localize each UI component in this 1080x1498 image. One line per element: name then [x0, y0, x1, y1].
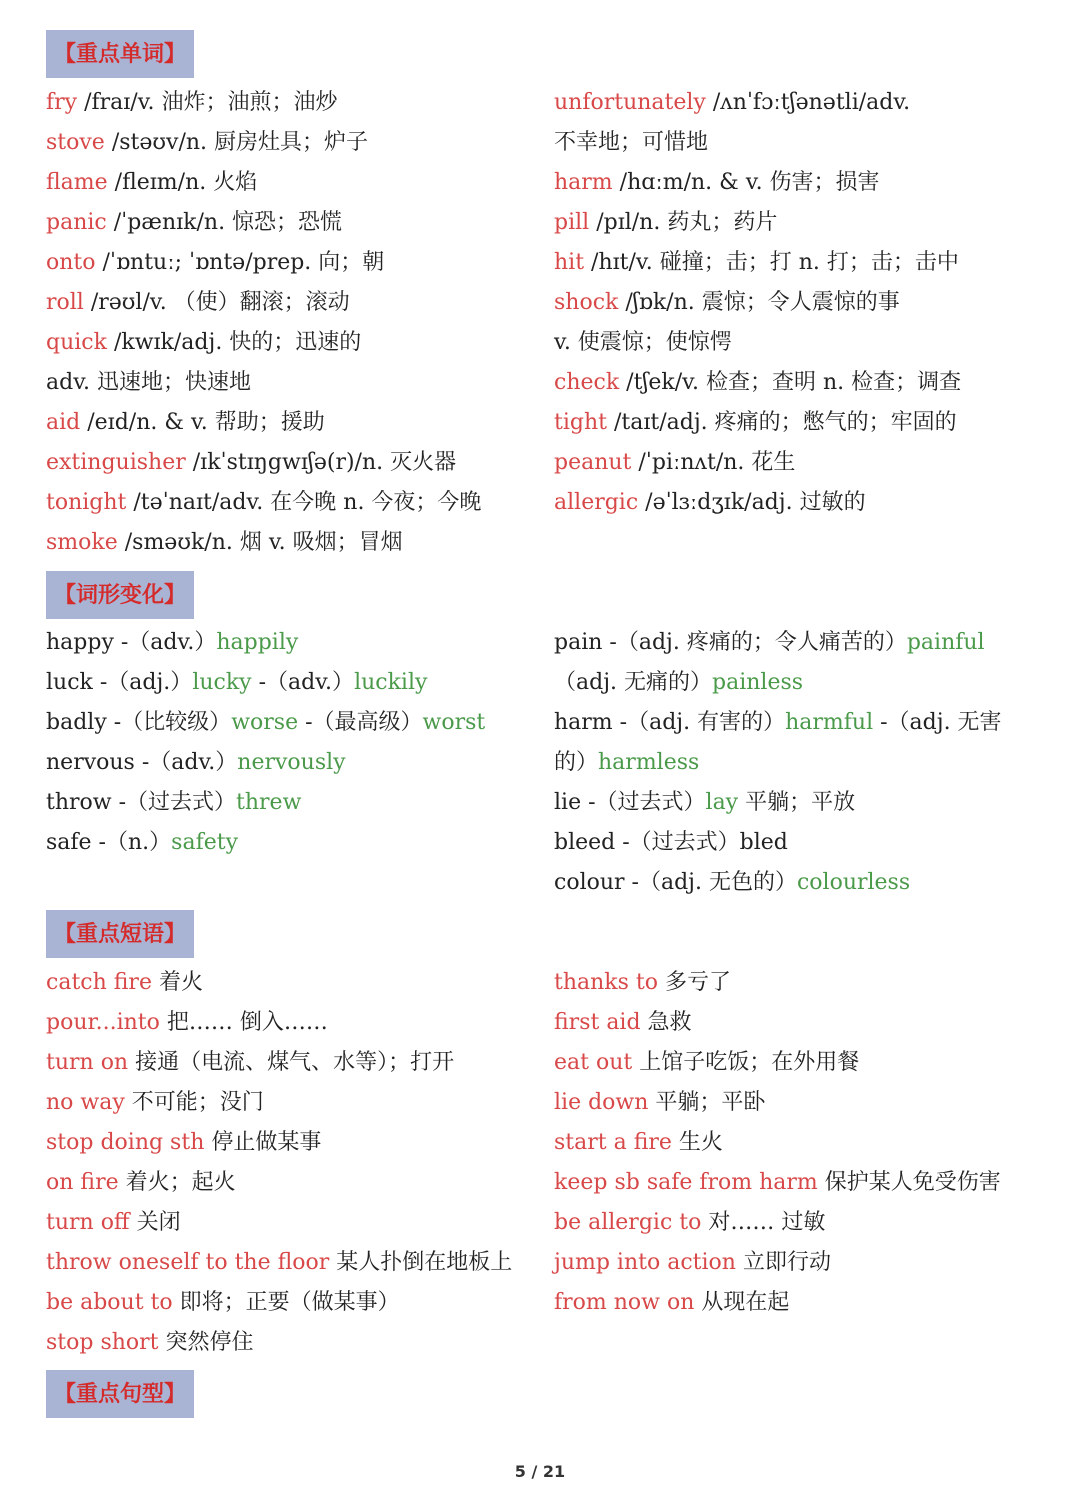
term: smoke: [46, 530, 118, 555]
definition: 从现在起: [694, 1290, 790, 1315]
term: flame: [46, 170, 108, 195]
form-label: happy -（adv.）: [46, 630, 217, 655]
definition: /fraɪ/v. 油炸；油煎；油炒: [77, 90, 338, 115]
form-label: safe -（n.）: [46, 830, 172, 855]
definition: /rəʊl/v. （使）翻滚；滚动: [83, 290, 350, 315]
definition: adv. 迅速地；快速地: [46, 370, 252, 395]
phrase-entry: [46, 1003, 546, 1043]
term: stove: [46, 130, 105, 155]
word-entry: [554, 283, 1054, 323]
term: be about to: [46, 1290, 173, 1315]
definition: 保护某人免受伤害: [817, 1170, 1001, 1195]
form-label: bleed -（过去式）bled: [554, 830, 788, 855]
section-heading-phrases: 【重点短语】: [46, 910, 194, 958]
words-right-column: [554, 83, 1054, 523]
definition: 接通（电流、煤气、水等）；打开: [128, 1050, 455, 1075]
definition: /ɪkˈstɪŋgwɪʃə(r)/n. 灭火器: [185, 450, 457, 475]
term: allergic: [554, 490, 639, 515]
form-entry: [554, 663, 1054, 703]
form-label: -（最高级）: [298, 710, 423, 735]
definition: 停止做某事: [204, 1130, 322, 1155]
phrases-right-column: [554, 963, 1054, 1323]
form-label: -（adv.）: [251, 670, 355, 695]
form-label: -（adj. 无害: [873, 710, 1002, 735]
phrase-entry: [46, 1163, 546, 1203]
definition: /ˈpænɪk/n. 惊恐；恐慌: [106, 210, 343, 235]
word-form: happily: [216, 630, 299, 655]
word-entry: [46, 323, 546, 363]
word-form: lucky: [192, 670, 252, 695]
phrase-entry: [554, 1243, 1054, 1283]
term: turn off: [46, 1210, 130, 1235]
form-entry: [554, 623, 1054, 663]
definition: /eɪd/n. & v. 帮助；援助: [80, 410, 325, 435]
term: first aid: [554, 1010, 641, 1035]
term: tonight: [46, 490, 127, 515]
definition: 把…… 倒入……: [159, 1010, 328, 1035]
word-form: painless: [712, 670, 804, 695]
phrase-entry: [554, 1083, 1054, 1123]
form-entry: [554, 863, 1054, 903]
definition: 上馆子吃饭；在外用餐: [632, 1050, 860, 1075]
term: stop doing sth: [46, 1130, 205, 1155]
term: no way: [46, 1090, 125, 1115]
word-entry: [46, 483, 546, 523]
phrase-entry: [46, 963, 546, 1003]
word-entry: [46, 283, 546, 323]
term: stop short: [46, 1330, 159, 1355]
term: jump into action: [554, 1250, 736, 1275]
form-entry: [554, 823, 1054, 863]
page-number: 5 / 21: [514, 1462, 566, 1481]
definition: /pɪl/n. 药丸；药片: [589, 210, 778, 235]
word-form: harmless: [598, 750, 700, 775]
definition: /ˈɒntuː; ˈɒntə/prep. 向；朝: [95, 250, 385, 275]
phrase-entry: [554, 1203, 1054, 1243]
word-form: luckily: [354, 670, 428, 695]
term: panic: [46, 210, 107, 235]
word-entry: [554, 363, 1054, 403]
form-entry: [554, 703, 1054, 743]
term: on fire: [46, 1170, 119, 1195]
form-entry: [46, 623, 546, 663]
section-heading-forms: 【词形变化】: [46, 571, 194, 619]
word-form: threw: [236, 790, 302, 815]
definition: 关闭: [129, 1210, 181, 1235]
form-label: throw -（过去式）: [46, 790, 237, 815]
definition: /hɑːm/n. & v. 伤害；损害: [612, 170, 880, 195]
word-entry: [554, 163, 1054, 203]
definition: /tʃek/v. 检查；查明 n. 检查；调查: [619, 370, 962, 395]
word-entry: [554, 443, 1054, 483]
phrases-left-column: [46, 963, 546, 1363]
definition: 突然停住: [158, 1330, 254, 1355]
term: turn on: [46, 1050, 129, 1075]
form-label: colour -（adj. 无色的）: [554, 870, 797, 895]
form-entry: [554, 783, 1054, 823]
definition: 不幸地；可惜地: [554, 130, 709, 155]
phrase-entry: [46, 1283, 546, 1323]
term: pill: [554, 210, 590, 235]
phrase-entry: [46, 1243, 546, 1283]
phrase-entry: [554, 1003, 1054, 1043]
definition: /kwɪk/adj. 快的；迅速的: [106, 330, 362, 355]
form-entry: [554, 743, 1054, 783]
word-entry: [554, 403, 1054, 443]
definition: /sməʊk/n. 烟 v. 吸烟；冒烟: [117, 530, 403, 555]
term: be allergic to: [554, 1210, 702, 1235]
forms-left-column: [46, 623, 546, 863]
word-entry: [554, 83, 1054, 123]
term: quick: [46, 330, 107, 355]
phrase-entry: [46, 1323, 546, 1363]
term: peanut: [554, 450, 632, 475]
phrase-entry: [554, 1283, 1054, 1323]
term: aid: [46, 410, 81, 435]
word-form: worst: [422, 710, 486, 735]
word-form: harmful: [785, 710, 874, 735]
definition: 着火: [151, 970, 203, 995]
form-entry: [46, 663, 546, 703]
form-entry: [46, 703, 546, 743]
word-entry: [46, 443, 546, 483]
term: extinguisher: [46, 450, 186, 475]
phrase-entry: [554, 1123, 1054, 1163]
phrase-entry: [46, 1043, 546, 1083]
word-entry: [46, 123, 546, 163]
phrase-entry: [46, 1203, 546, 1243]
term: thanks to: [554, 970, 658, 995]
term: tight: [554, 410, 607, 435]
form-entry: [46, 783, 546, 823]
definition: 某人扑倒在地板上: [329, 1250, 513, 1275]
form-label: harm -（adj. 有害的）: [554, 710, 786, 735]
phrase-entry: [554, 1043, 1054, 1083]
term: catch fire: [46, 970, 152, 995]
form-entry: [46, 743, 546, 783]
term: throw oneself to the floor: [46, 1250, 330, 1275]
definition: 急救: [640, 1010, 692, 1035]
term: shock: [554, 290, 619, 315]
word-form: lay: [705, 790, 739, 815]
word-entry: [554, 243, 1054, 283]
word-entry: [554, 203, 1054, 243]
term: eat out: [554, 1050, 633, 1075]
term: start a fire: [554, 1130, 672, 1155]
term: harm: [554, 170, 613, 195]
definition: /stəʊv/n. 厨房灶具；炉子: [104, 130, 369, 155]
definition: 立即行动: [735, 1250, 831, 1275]
term: roll: [46, 290, 84, 315]
term: keep sb safe from harm: [554, 1170, 818, 1195]
definition: /fleɪm/n. 火焰: [107, 170, 258, 195]
term: onto: [46, 250, 96, 275]
definition: /ˈpiːnʌt/n. 花生: [631, 450, 796, 475]
form-label: 平躺；平放: [738, 790, 856, 815]
form-label: lie -（过去式）: [554, 790, 706, 815]
term: fry: [46, 90, 78, 115]
phrase-entry: [554, 1163, 1054, 1203]
phrase-entry: [46, 1123, 546, 1163]
definition: /əˈlɜːdʒɪk/adj. 过敏的: [638, 490, 866, 515]
word-form: safety: [171, 830, 239, 855]
definition: /taɪt/adj. 疼痛的；憋气的；牢固的: [606, 410, 957, 435]
form-label: nervous -（adv.）: [46, 750, 238, 775]
word-entry: [554, 123, 1054, 163]
form-label: pain -（adj. 疼痛的；令人痛苦的）: [554, 630, 907, 655]
word-entry: [46, 83, 546, 123]
word-entry: [46, 523, 546, 563]
term: pour...into: [46, 1010, 160, 1035]
word-form: colourless: [796, 870, 911, 895]
form-label: 的）: [554, 750, 599, 775]
definition: 多亏了: [658, 970, 731, 995]
form-label: （adj. 无痛的）: [554, 670, 713, 695]
word-entry: [554, 483, 1054, 523]
phrase-entry: [46, 1083, 546, 1123]
term: lie down: [554, 1090, 649, 1115]
term: check: [554, 370, 620, 395]
form-label: badly -（比较级）: [46, 710, 232, 735]
definition: /təˈnaɪt/adv. 在今晚 n. 今夜；今晚: [126, 490, 482, 515]
phrase-entry: [554, 963, 1054, 1003]
definition: 不可能；没门: [124, 1090, 264, 1115]
term: from now on: [554, 1290, 695, 1315]
definition: 着火；起火: [118, 1170, 236, 1195]
word-form: nervously: [237, 750, 346, 775]
word-entry: [46, 243, 546, 283]
words-left-column: [46, 83, 546, 563]
definition: /ʃɒk/n. 震惊；令人震惊的事: [618, 290, 900, 315]
word-form: worse: [231, 710, 299, 735]
word-entry: [46, 403, 546, 443]
form-entry: [46, 823, 546, 863]
definition: /hɪt/v. 碰撞；击；打 n. 打；击；击中: [584, 250, 959, 275]
term: unfortunately: [554, 90, 706, 115]
term: hit: [554, 250, 585, 275]
word-entry: [46, 203, 546, 243]
form-label: luck -（adj.）: [46, 670, 193, 695]
definition: 平躺；平卧: [648, 1090, 766, 1115]
section-heading-words: 【重点单词】: [46, 30, 194, 78]
word-entry: [46, 163, 546, 203]
definition: 即将；正要（做某事）: [172, 1290, 400, 1315]
definition: v. 使震惊；使惊愕: [554, 330, 732, 355]
section-heading-sentences: 【重点句型】: [46, 1370, 194, 1418]
definition: /ʌnˈfɔːtʃənətli/adv.: [705, 90, 911, 115]
forms-right-column: [554, 623, 1054, 903]
word-entry: [46, 363, 546, 403]
definition: 生火: [671, 1130, 723, 1155]
word-entry: [554, 323, 1054, 363]
word-form: painful: [906, 630, 985, 655]
definition: 对…… 过敏: [701, 1210, 826, 1235]
